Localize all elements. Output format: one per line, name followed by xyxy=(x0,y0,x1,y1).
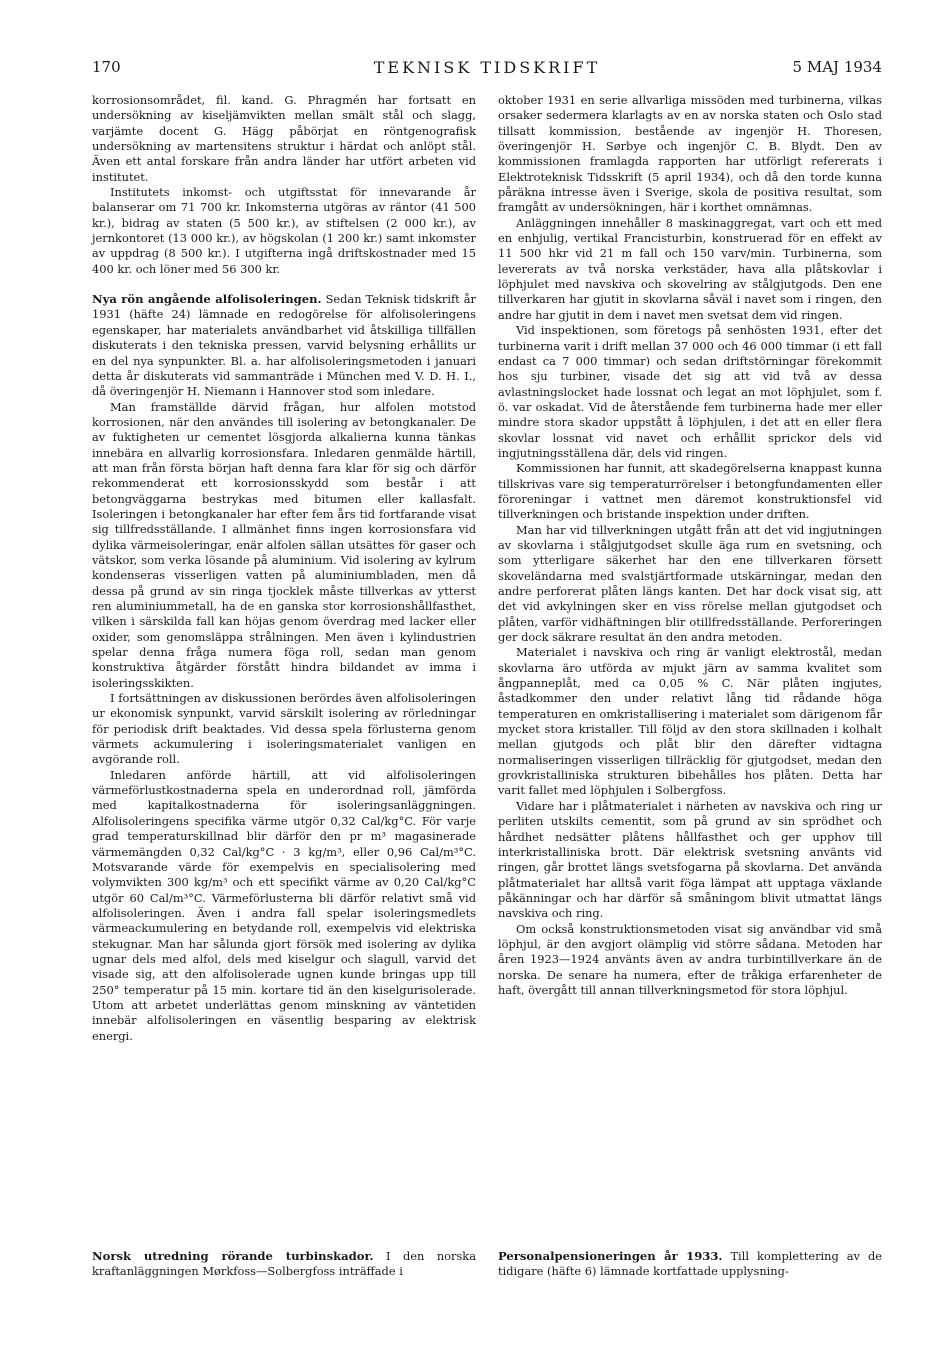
page-number: 170 xyxy=(92,58,121,76)
left-column xyxy=(92,93,476,1044)
article-heading: Personalpensioneringen år 1933. xyxy=(498,1249,723,1263)
journal-title: TEKNISK TIDSKRIFT xyxy=(373,58,601,77)
paragraph: Man framställde därvid frågan, hur alfolen motstod korrosionen, när den användes till isolering av betongkanaler. De av fuktigheten ur cementet lösgjorda alkalierna kunna tänkas innebära en allvarlig korrosionsfara. Inledaren genmälde härtill, att man från första början haft denna fara klar för sig och därför rekommenderat ett korrosionsskydd som består i att betongväggarna bestrykas med bitumen eller kallasfalt. Isoleringen i betongkanaler har efter fem års tid fortfarande visat sig tillfredsställande. I allmänhet finns ingen korrosionsfara vid dylika värmeisoleringar, enär alfolen sällan utsättes för gaser och vätskor, som verka lösande på aluminium. Vid isolering av kylrum kondenseras visserligen vatten på aluminiumbladen, men då dessa på grund av sin ringa tjocklek måste tillverkas av ytterst ren aluminiummetall, ha de en ganska stor korrosionshållfasthet, vilken i särskilda fall kan höjas genom överdrag med lacker eller oxider, som genomsläppa strålningen. Men även i kylindustrien spelar denna fråga numera föga roll, sedan man genom konstruktiva åtgärder förstått hindra bildandet av imma i isoleringsskikten. xyxy=(92,399,476,690)
article-heading: Norsk utredning rörande turbinskador. xyxy=(92,1249,374,1263)
paragraph: I fortsättningen av diskussionen berördes även alfolisoleringen ur ekonomisk synpunkt, varvid särskilt isolering av rörledningar för periodisk drift beaktades. Vid dessa spela förlusterna genom värmets ackumulering i isoleringsmaterialet vanligen en avgörande roll. xyxy=(92,691,476,767)
paragraph: Materialet i navskiva och ring är vanligt elektrostål, medan skovlarna äro utförda av mjukt järn av samma kvalitet som ångpanneplåt, med ca 0,05 % C. När plåten ingjutes, åstadkommer den under relativt lång tid rådande höga temperaturen en omkristallisering i materialet som därigenom får mycket stora kristaller. Till följd av den stora skillnaden i kolhalt mellan gjutgods och plåt blir den därefter vidtagna normaliseringen visserligen tillräcklig för gjutgodset, medan den grovkristalliniska strukturen bibehålles hos plåten. Detta har varit fallet med löphjulen i Solbergfoss. xyxy=(498,645,882,798)
paragraph: Till komplettering av de tidigare (häfte 6) lämnade kortfattade upplysning- xyxy=(498,1249,883,1279)
right-column xyxy=(498,93,882,998)
issue-date: 5 MAJ 1934 xyxy=(792,58,882,76)
paragraph: Man har vid tillverkningen utgått från att det vid ingjutningen av skovlarna i stålgjutgodset skulle äga rum en svetsning, och som ytterligare säkerhet har den ene tillverkaren försett skoveländarna med svalstjärtformade utskärningar, medan den andre perforerat plåten längs kanten. Det har dock visat sig, att det vid avkylningen sker en viss rörelse mellan gjutgodset och plåten, varför vidhäftningen blir otillfredsställande. Perforeringen ger dock säkrare resultat än den andra metoden. xyxy=(498,522,882,645)
paragraph: Institutets inkomst- och utgiftsstat för innevarande år balanserar om 71 700 kr. Inkomsterna utgöras av räntor (41 500 kr.), bidrag av staten (5 500 kr.), av stiftelsen (2 000 kr.), av jernkontoret (13 000 kr.), av högskolan (1 200 kr.) samt inkomster av uppdrag (8 500 kr.). I utgifterna ingå driftskostnader med 15 400 kr. och löner med 56 300 kr. xyxy=(92,185,476,276)
paragraph: I den norska kraftanläggningen Mørkfoss—Solbergfoss inträffade i xyxy=(92,1249,476,1279)
article-heading: Nya rön angående alfolisoleringen. xyxy=(92,292,322,307)
paragraph: Sedan Teknisk tidskrift år 1931 (häfte 24) lämnade en redogörelse för alfolisoleringens egenskaper, har materialets användbarhet vid åtskilliga tillfällen diskuterats i den tekniska pressen, varvid belysning erhållits ur en del nya synpunkter. Bl. a. har alfolisoleringsmetoden i januari detta år diskuterats vid sammanträde i München med V. D. H. I., då överingenjör H. Niemann i Hannover stod som inledare. xyxy=(92,292,476,399)
paragraph: Anläggningen innehåller 8 maskinaggregat, vart och ett med en enhjulig, vertikal Francisturbin, konstruerad för en effekt av 11 500 hkr vid 21 m fall och 150 varv/min. Turbinerna, som levererats av två norska verkstäder, hava alla plåtskovlar i löphjulet med navskiva och skovelring av stålgjutgods. Den ene tillverkaren har gjutit in skovlarna såväl i navet som i ringen, den andre har gjutit in dem i navet men svetsat dem vid ringen. xyxy=(498,215,882,322)
paragraph: Kommissionen har funnit, att skadegörelserna knappast kunna tillskrivas vare sig temperaturrörelser i betongfundamenten eller föroreningar i vattnet men däremot konstruktionsfel vid tillverkningen och bristande inspektion under driften. xyxy=(498,461,882,522)
paragraph: Vid inspektionen, som företogs på senhösten 1931, efter det turbinerna varit i drift mellan 37 000 och 46 000 timmar (i ett fall endast ca 7 000 timmar) och sedan driftstörningar förekommit hos sju turbiner, visade det sig att vid två av dessa avlastningslocket hade lossnat och legat an mot löphjulet, som f. ö. var oskadat. Vid de återstående fem turbinerna hade mer eller mindre stora skador uppstått å löphjulen, i det att en eller flera skovlar lossnat vid navet och erhållit sprickor dels vid ingjutningsställena där, dels vid ringen. xyxy=(498,323,882,460)
paragraph: Inledaren anförde härtill, att vid alfolisoleringen värmeförlustkostnaderna spela en underordnad roll, jämförda med kapitalkostnaderna för isoleringsanläggningen. Alfolisoleringens specifika värme utgör 0,32 Cal/kg°C. För varje grad temperaturskillnad blir därför den pr m³ magasinerade värmemängden 0,32 Cal/kg°C · 3 kg/m³, eller 0,96 Cal/m³°C. Motsvarande värde för exempelvis en specialisolering med volymvikten 300 kg/m³ och ett specifikt värme av 0,20 Cal/kg°C utgör 60 Cal/m³°C. Värmeförlusterna bli därför relativt små vid alfolisoleringen. Även i andra fall spelar isoleringsmedlets värmeackumulering en betydande roll, exempelvis vid elektriska stekugnar. Man har sålunda gjort försök med isolering av dylika ugnar dels med alfol, dels med kiselgur och slagull, varvid det visade sig, att den alfolisolerade ugnen kunde bringas upp till 250° temperatur på 15 min. kortare tid än den kiselgurisolerade. Utom att arbetet underlättas genom minskning av väntetiden innebär alfolisoleringen en väsentlig besparing av elektrisk energi. xyxy=(92,767,476,1043)
article-personalpensionering xyxy=(498,1249,882,1280)
article-turbinskador xyxy=(92,1249,476,1280)
paragraph: korrosionsområdet, fil. kand. G. Phragmén har fortsatt en undersökning av kiseljämvikten mellan smält stål och slagg, varjämte docent G. Hägg påbörjat en röntgenografisk undersökning av martensitens struktur i härdat och anlöpt stål. Även ett antal forskare från andra länder har utfört arbeten vid institutet. xyxy=(92,93,476,184)
paragraph: Om också konstruktionsmetoden visat sig användbar vid små löphjul, är den avgjort olämplig vid större sådana. Metoden har åren 1923—1924 använts även av andra turbintillverkare än de norska. De senare ha numera, efter de tråkiga erfarenheter de haft, övergått till annan tillverkningsmetod för stora löphjul. xyxy=(498,921,882,997)
paragraph: Vidare har i plåtmaterialet i närheten av navskiva och ring ur perliten utskilts cementit, som på grund av sin sprödhet och hårdhet nedsätter plåtens hållfasthet och ger upphov till interkristalliniska brott. Där elektrisk svetsning använts vid ringen, går brottet längs svetsfogarna på skovlarna. Det använda plåtmaterialet har alltså varit föga lämpat att upptaga växlande påkänningar och har därför så småningom blivit utmattat längs navskiva och ring. xyxy=(498,798,882,921)
paragraph: oktober 1931 en serie allvarliga missöden med turbinerna, vilkas orsaker sedermera klarlagts av en av norska staten och Oslo stad tillsatt kommission, bestående av ingenjör H. Thoresen, överingenjör H. Sørbye och ingenjör C. B. Blydt. Den av kommissionen framlagda rapporten har utförligt refererats i Elektroteknisk Tidsskrift (5 april 1934), och då den torde kunna påräkna intresse även i Sverige, skola de positiva resultat, som framgått av undersökningen, här i korthet omnämnas. xyxy=(498,93,882,215)
page-header xyxy=(92,58,882,82)
